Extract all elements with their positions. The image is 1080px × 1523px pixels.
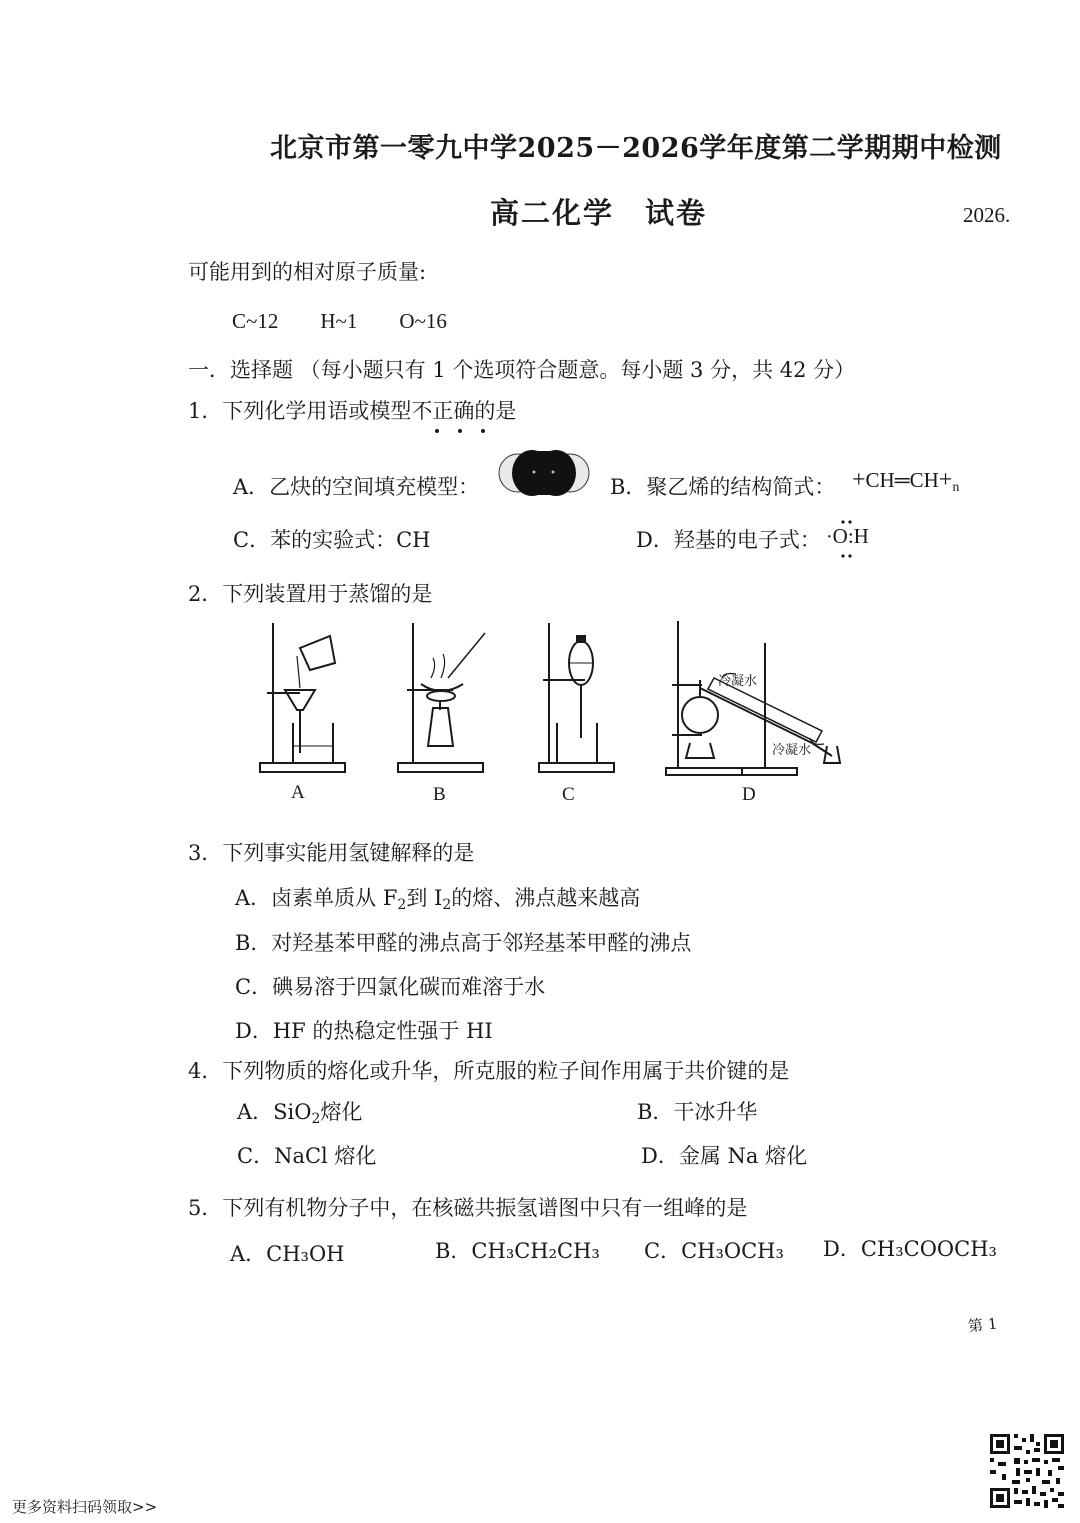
q4-option-c: C．NaCl 熔化 <box>237 1144 377 1168</box>
question-1-stem: 1．下列化学用语或模型不正确的是 <box>188 399 517 423</box>
footer-scan-prompt[interactable]: 更多资料扫码领取>> <box>12 1498 158 1516</box>
q5-option-b: B．CH₃CH₂CH₃ <box>435 1239 600 1263</box>
q3-option-a-text-1: A．卤素单质从 F <box>235 886 398 910</box>
question-2-stem: 2．下列装置用于蒸馏的是 <box>188 582 433 606</box>
q1-option-d-label: D．羟基的电子式： <box>636 528 821 552</box>
figure-label-c: C <box>562 784 575 805</box>
qr-code-icon[interactable] <box>988 1432 1066 1510</box>
q5-option-a: A．CH₃OH <box>230 1242 345 1266</box>
subscript: 2 <box>442 897 452 913</box>
atomic-mass-values: C~12 H~1 O~16 <box>232 309 447 333</box>
figure-label-b: B <box>433 784 446 805</box>
page-number: 第 1 <box>967 1314 999 1336</box>
q4-option-b: B．干冰升华 <box>637 1100 758 1124</box>
electron-dots-icon <box>834 519 860 559</box>
figure-label-d: D <box>742 784 756 805</box>
apparatus-a-filtration-diagram <box>255 618 350 778</box>
section-heading: 一．选择题 （每小题只有 1 个选项符合题意。每小题 3 分，共 42 分） <box>188 358 856 382</box>
q1-option-a: A．乙炔的空间填充模型： <box>233 475 480 499</box>
exam-title: 北京市第一零九中学2025－2026学年度第二学期期中检测 <box>270 133 1002 164</box>
question-5-stem: 5．下列有机物分子中，在核磁共振氢谱图中只有一组峰的是 <box>188 1196 748 1220</box>
acetylene-model-icon <box>496 447 592 499</box>
subscript: 2 <box>311 1111 321 1127</box>
q1-option-b-formula: $+CH═CH+_n$ <box>852 467 960 495</box>
emphasis-dots <box>435 418 485 437</box>
q1-option-b-label: B．聚乙烯的结构简式： <box>610 475 836 499</box>
exam-subtitle: 高二化学 试卷 <box>490 196 708 230</box>
q3-option-b: B．对羟基苯甲醛的沸点高于邻羟基苯甲醛的沸点 <box>235 931 692 955</box>
q3-option-c: C．碘易溶于四氯化碳而难溶于水 <box>235 975 546 999</box>
atomic-mass-label: 可能用到的相对原子质量: <box>188 260 427 284</box>
exam-date: 2026. <box>963 203 1011 227</box>
q4-option-a-text-1: A．SiO <box>237 1100 312 1124</box>
q3-option-a-text-2: 到 I <box>406 886 443 910</box>
hydroxyl-formula-text: O:H <box>832 524 869 548</box>
q4-option-d: D．金属 Na 熔化 <box>641 1144 808 1168</box>
q4-option-a <box>237 1096 362 1127</box>
polymer-degree: n <box>952 480 960 495</box>
q4-option-a-text-2: 熔化 <box>320 1100 363 1124</box>
question-4-stem: 4．下列物质的熔化或升华，所克服的粒子间作用属于共价键的是 <box>188 1059 790 1083</box>
apparatus-b-evaporation-diagram <box>393 618 488 778</box>
subscript: 2 <box>397 897 407 913</box>
q5-option-d: D．CH₃COOCH₃ <box>823 1237 997 1261</box>
question-3-stem: 3．下列事实能用氢键解释的是 <box>188 841 475 865</box>
q5-option-c: C．CH₃OCH₃ <box>644 1239 784 1263</box>
q1-option-c: C．苯的实验式：CH <box>233 528 431 552</box>
figure-label-a: A <box>291 782 305 803</box>
apparatus-d-distillation-diagram <box>662 618 857 778</box>
condenser-water-out-label: 冷凝水 <box>772 743 812 758</box>
q3-option-a <box>235 882 640 913</box>
polyethylene-formula: CH═CH <box>865 468 939 492</box>
hydroxyl-electron-formula: ·O:H <box>826 524 869 548</box>
q3-option-a-text-3: 的熔、沸点越来越高 <box>451 886 641 910</box>
q3-option-d: D．HF 的热稳定性强于 HI <box>235 1019 493 1043</box>
apparatus-c-separatory-funnel-diagram <box>535 618 620 778</box>
condenser-water-in-label: 冷凝水 <box>718 674 758 689</box>
